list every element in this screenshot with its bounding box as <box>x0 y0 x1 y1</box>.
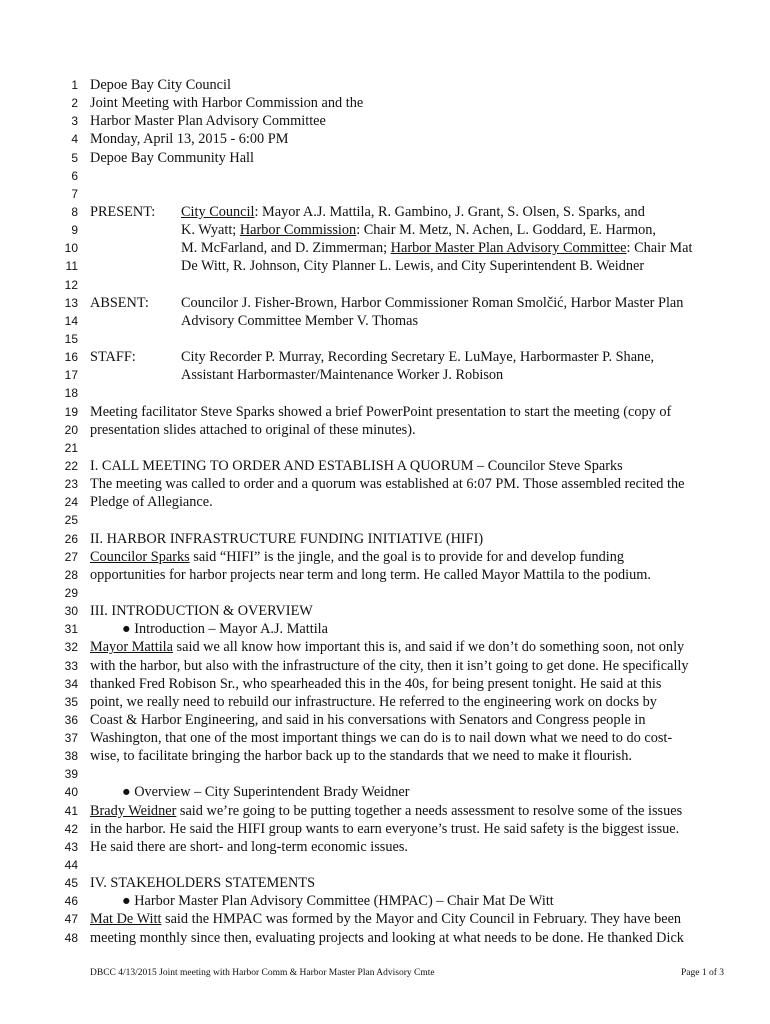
line-number: 27 <box>64 549 78 564</box>
line-text <box>122 620 328 638</box>
document-line <box>0 185 770 203</box>
line-number: 3 <box>71 114 78 129</box>
line-number: 33 <box>64 658 78 673</box>
document-line <box>0 783 770 801</box>
section-label: PRESENT: <box>90 203 156 220</box>
line-number: 44 <box>64 858 78 873</box>
document-line <box>0 239 770 257</box>
line-text <box>90 657 689 675</box>
text-run: ● Overview – City Superintendent Brady Weidner <box>122 784 410 801</box>
text-run: Joint Meeting with Harbor Commission and the <box>90 95 364 112</box>
line-number: 48 <box>64 930 78 945</box>
text-run: presentation slides attached to original of these minutes). <box>90 421 416 438</box>
text-run: wise, to facilitate bringing the harbor back up to the standards that we need to make it flourish. <box>90 748 632 765</box>
text-run: : Mayor A.J. Mattila, R. Gambino, J. Grant, S. Olsen, S. Sparks, and <box>254 203 645 220</box>
text-run: K. Wyatt; <box>181 222 240 239</box>
document-line <box>0 76 770 94</box>
document-line <box>0 729 770 747</box>
line-text <box>90 747 632 765</box>
document-line <box>0 439 770 457</box>
line-text <box>181 312 418 330</box>
footer-page-number: Page 1 of 3 <box>680 968 724 978</box>
underlined-name: Councilor Sparks <box>90 548 190 565</box>
line-number: 5 <box>71 150 78 165</box>
document-line <box>0 693 770 711</box>
document-line <box>0 167 770 185</box>
document-line <box>0 892 770 910</box>
document-line <box>0 638 770 656</box>
line-text <box>90 530 483 548</box>
document-line <box>0 566 770 584</box>
line-text <box>90 548 624 566</box>
line-text <box>90 94 363 112</box>
text-run: said the HMPAC was formed by the Mayor and City Council in February. They have been <box>161 911 682 928</box>
line-number: 37 <box>64 731 78 746</box>
document-line <box>0 366 770 384</box>
line-text <box>90 493 213 511</box>
document-line <box>0 620 770 638</box>
text-run: meeting monthly since then, evaluating projects and looking at what needs to be done. He thanked Dick <box>90 929 684 946</box>
document-line <box>0 548 770 566</box>
text-run: He said there are short- and long-term economic issues. <box>90 838 409 855</box>
line-text <box>90 729 672 747</box>
line-number: 36 <box>64 712 78 727</box>
line-number: 10 <box>64 241 78 256</box>
underlined-name: Harbor Commission <box>239 222 357 239</box>
document-line <box>0 112 770 130</box>
document-line <box>0 221 770 239</box>
document-line <box>0 203 770 221</box>
line-number: 24 <box>64 495 78 510</box>
line-number: 18 <box>64 386 78 401</box>
line-number: 38 <box>64 749 78 764</box>
line-text <box>90 820 679 838</box>
line-text <box>90 566 651 584</box>
line-number: 25 <box>64 513 78 528</box>
text-run: thanked Fred Robison Sr., who spearheaded this in the 40s, for being present tonight. He said at this <box>90 675 662 692</box>
document-line <box>0 384 770 402</box>
footer-left: DBCC 4/13/2015 Joint meeting with Harbor Comm & Harbor Master Plan Advisory Cmte <box>90 968 435 978</box>
line-number: 22 <box>64 458 78 473</box>
line-number: 41 <box>64 803 78 818</box>
line-number: 26 <box>64 531 78 546</box>
section-label: ABSENT: <box>90 294 149 311</box>
document-line <box>0 276 770 294</box>
line-number: 19 <box>64 404 78 419</box>
line-number: 1 <box>71 78 78 92</box>
line-text <box>90 403 671 421</box>
document-line <box>0 856 770 874</box>
line-number: 47 <box>64 912 78 927</box>
document-line <box>0 602 770 620</box>
document-line <box>0 475 770 493</box>
line-number: 11 <box>65 259 78 274</box>
underlined-name: Mat De Witt <box>90 911 162 928</box>
document-line <box>0 94 770 112</box>
line-text <box>181 294 683 312</box>
text-run: Depoe Bay City Council <box>90 77 231 93</box>
document-line <box>0 421 770 439</box>
text-run: The meeting was called to order and a quorum was established at 6:07 PM. Those assembled recited the <box>90 476 685 493</box>
document-line <box>0 820 770 838</box>
text-run: Meeting facilitator Steve Sparks showed a brief PowerPoint presentation to start the meeting (copy of <box>90 403 672 420</box>
text-run: Assistant Harbormaster/Maintenance Worker J. Robison <box>181 367 504 384</box>
line-text <box>181 203 645 221</box>
line-text <box>90 112 326 130</box>
line-number: 21 <box>64 440 78 455</box>
text-run: opportunities for harbor projects near term and long term. He called Mayor Mattila to the podium. <box>90 566 651 583</box>
line-text <box>181 239 692 257</box>
text-run: M. McFarland, and D. Zimmerman; <box>181 240 391 257</box>
document-line <box>0 929 770 947</box>
line-text <box>181 348 654 366</box>
document-line <box>0 802 770 820</box>
line-number: 7 <box>71 186 78 201</box>
text-run: point, we really need to rebuild our infrastructure. He referred to the engineering work on docks by <box>90 693 657 710</box>
underlined-name: Brady Weidner <box>90 802 177 819</box>
line-number: 34 <box>64 676 78 691</box>
line-number: 42 <box>64 821 78 836</box>
text-run: with the harbor, but also with the infrastructure of the city, then it isn’t going to get done. He specifically <box>90 657 689 674</box>
line-number: 40 <box>64 785 78 800</box>
text-run: Pledge of Allegiance. <box>90 494 213 511</box>
line-number: 43 <box>64 839 78 854</box>
text-run: Harbor Master Plan Advisory Committee <box>90 113 326 130</box>
line-text <box>90 421 416 439</box>
text-run: Monday, April 13, 2015 - 6:00 PM <box>90 131 289 148</box>
text-run: III. INTRODUCTION & OVERVIEW <box>90 603 313 620</box>
line-number: 2 <box>71 96 78 111</box>
line-number: 17 <box>64 368 78 383</box>
text-run: : Chair Mat <box>626 240 693 257</box>
document-line <box>0 511 770 529</box>
line-text <box>90 475 684 493</box>
line-number: 6 <box>71 168 78 183</box>
document-line <box>0 657 770 675</box>
line-number: 35 <box>64 694 78 709</box>
line-text <box>181 257 644 275</box>
line-text <box>90 602 313 620</box>
line-text <box>90 838 408 856</box>
line-text <box>90 929 684 947</box>
line-number: 9 <box>71 223 78 238</box>
document-line <box>0 149 770 167</box>
document-line <box>0 312 770 330</box>
document-line <box>0 457 770 475</box>
document-line <box>0 838 770 856</box>
line-text <box>90 149 254 167</box>
document-line <box>0 294 770 312</box>
line-number: 14 <box>64 313 78 328</box>
document-line <box>0 348 770 366</box>
line-number: 8 <box>71 204 78 219</box>
line-number: 23 <box>64 477 78 492</box>
line-number: 46 <box>64 894 78 909</box>
text-run: said we all know how important this is, and said if we don’t do something soon, not only <box>172 639 685 656</box>
document-line <box>0 874 770 892</box>
underlined-name: City Council <box>181 203 255 220</box>
document-line <box>0 530 770 548</box>
text-run: Coast & Harbor Engineering, and said in his conversations with Senators and Congress people in <box>90 711 646 728</box>
line-number: 32 <box>64 640 78 655</box>
document-line <box>0 403 770 421</box>
line-number: 13 <box>64 295 78 310</box>
line-text <box>90 76 231 94</box>
line-number: 39 <box>64 767 78 782</box>
underlined-name: Mayor Mattila <box>90 639 173 656</box>
document-line <box>0 584 770 602</box>
text-run: Councilor J. Fisher-Brown, Harbor Commissioner Roman Smolčić, Harbor Master Plan <box>181 294 684 311</box>
document-line <box>0 257 770 275</box>
text-run: Depoe Bay Community Hall <box>90 149 254 166</box>
line-text <box>90 910 681 928</box>
line-text <box>90 675 661 693</box>
line-text <box>122 783 410 801</box>
document-line <box>0 330 770 348</box>
line-number: 4 <box>71 132 78 147</box>
line-number: 12 <box>64 277 78 292</box>
line-text <box>90 638 684 656</box>
text-run: City Recorder P. Murray, Recording Secretary E. LuMaye, Harbormaster P. Shane, <box>181 349 655 366</box>
text-run: in the harbor. He said the HIFI group wants to earn everyone’s trust. He said safety is the biggest issue. <box>90 820 680 837</box>
text-run: IV. STAKEHOLDERS STATEMENTS <box>90 875 316 892</box>
section-label: STAFF: <box>90 349 136 366</box>
line-text <box>90 802 682 820</box>
line-number: 29 <box>64 585 78 600</box>
document-line <box>0 910 770 928</box>
line-text <box>90 874 315 892</box>
text-run: said we’re going to be putting together a needs assessment to resolve some of the issues <box>176 802 683 819</box>
line-number: 20 <box>64 422 78 437</box>
line-text <box>122 892 554 910</box>
document-line <box>0 493 770 511</box>
line-text <box>90 711 646 729</box>
text-run: ● Harbor Master Plan Advisory Committee (HMPAC) – Chair Mat De Witt <box>122 893 554 910</box>
line-text <box>90 130 288 148</box>
document-line <box>0 765 770 783</box>
text-run: Washington, that one of the most important things we can do is to nail down what we need to do cost- <box>90 730 673 747</box>
text-run: : Chair M. Metz, N. Achen, L. Goddard, E. Harmon, <box>356 222 656 239</box>
text-run: De Witt, R. Johnson, City Planner L. Lewis, and City Superintendent B. Weidner <box>181 258 645 275</box>
line-number: 45 <box>64 876 78 891</box>
line-number: 31 <box>64 622 78 637</box>
document-line <box>0 711 770 729</box>
line-text <box>90 457 623 475</box>
text-run: ● Introduction – Mayor A.J. Mattila <box>122 621 328 638</box>
line-text <box>181 221 656 239</box>
line-number: 15 <box>64 331 78 346</box>
text-run: Advisory Committee Member V. Thomas <box>181 312 419 329</box>
text-run: II. HARBOR INFRASTRUCTURE FUNDING INITIATIVE (HIFI) <box>90 530 484 547</box>
document-line <box>0 130 770 148</box>
line-text <box>90 693 657 711</box>
document-body <box>0 76 770 947</box>
line-number: 16 <box>64 350 78 365</box>
line-text <box>181 366 503 384</box>
line-number: 28 <box>64 567 78 582</box>
document-line <box>0 747 770 765</box>
document-line <box>0 675 770 693</box>
underlined-name: Harbor Master Plan Advisory Committee <box>390 240 627 257</box>
line-number: 30 <box>64 604 78 619</box>
text-run: said “HIFI” is the jingle, and the goal is to provide for and develop funding <box>189 548 625 565</box>
text-run: I. CALL MEETING TO ORDER AND ESTABLISH A QUORUM – Councilor Steve Sparks <box>90 457 623 474</box>
